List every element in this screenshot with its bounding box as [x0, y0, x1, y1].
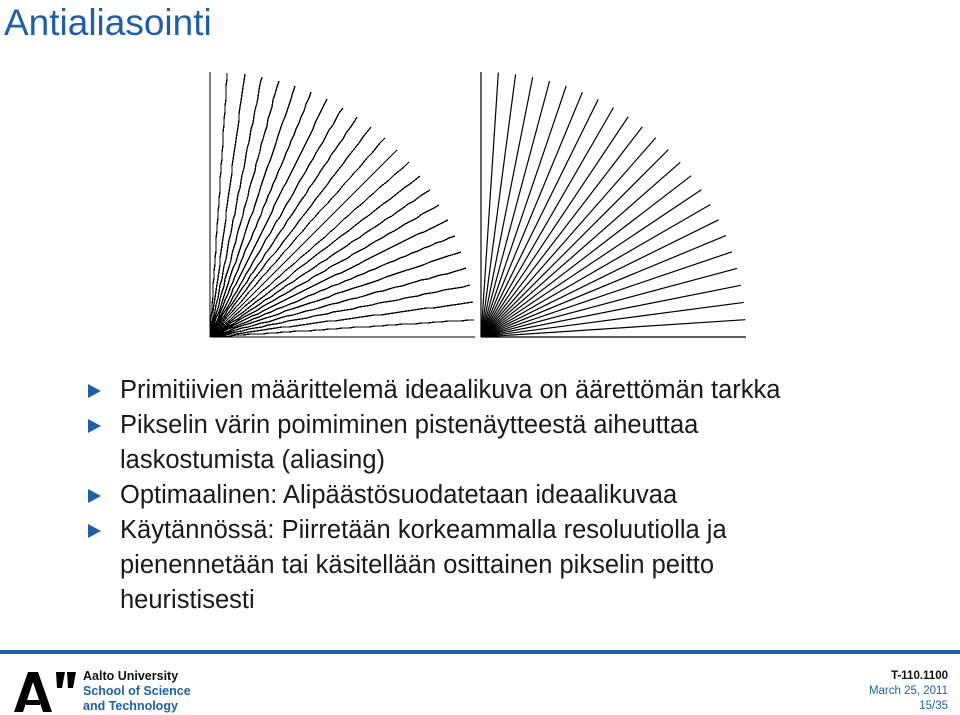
course-code: T-110.1100 — [891, 670, 948, 682]
university-block — [83, 669, 191, 714]
antialiased-ray — [481, 320, 745, 337]
bullet-list — [0, 373, 960, 618]
bullet-item — [0, 478, 960, 513]
school-line-2: and Technology — [83, 699, 178, 713]
bullet-marker-icon — [88, 489, 101, 503]
bullet-text-line: Optimaalinen: Alipäästösuodatetaan ideaalikuvaa — [120, 481, 678, 509]
bullet-text-line: Pikselin värin poimiminen pistenäytteestä aiheuttaa — [120, 411, 699, 439]
bullet-text-line: pienennetään tai käsitellään osittainen pikselin peitto — [120, 551, 714, 579]
university-name: Aalto University — [83, 669, 179, 683]
antialiased-ray — [481, 92, 582, 337]
bullet-text-line: heuristisesti — [120, 586, 255, 614]
antialiased-ray — [481, 220, 719, 337]
antialiased-ray — [481, 236, 726, 337]
aliased-ray — [210, 150, 397, 337]
bullet-text-line: laskostumista (aliasing) — [120, 446, 386, 474]
footer-divider — [0, 650, 960, 654]
bullet-item — [0, 373, 960, 408]
bullet-marker-icon — [88, 419, 101, 433]
antialiased-ray — [481, 74, 516, 337]
antialiased-ray — [481, 150, 668, 337]
antialiased-ray — [481, 302, 744, 337]
antialiased-ray — [481, 99, 598, 337]
bullet-text-line: Käytännössä: Piirretään korkeammalla resoluutiolla ja — [120, 516, 727, 544]
aliased-ray — [210, 92, 311, 337]
bullet-marker-icon — [88, 384, 101, 398]
bullet-text-line: Primitiivien määrittelemä ideaalikuva on äärettömän tarkka — [120, 376, 781, 404]
antialiased-ray — [481, 73, 498, 337]
bullet-marker-icon — [88, 524, 101, 538]
aliased-ray — [210, 236, 455, 337]
bullet-item — [0, 408, 960, 478]
slide-meta — [869, 669, 948, 714]
page-number: 15/35 — [919, 700, 948, 712]
slide-title: Antialiasointi — [4, 2, 212, 43]
school-line-1: School of Science — [83, 684, 191, 698]
aliased-ray — [210, 220, 448, 337]
bullet-item — [0, 513, 960, 618]
aliased-ray — [210, 99, 327, 337]
antialiased-ray-fan — [479, 62, 749, 340]
aalto-logo — [14, 672, 76, 712]
aliased-ray-fan — [208, 62, 478, 340]
slide-date: March 25, 2011 — [868, 685, 948, 697]
